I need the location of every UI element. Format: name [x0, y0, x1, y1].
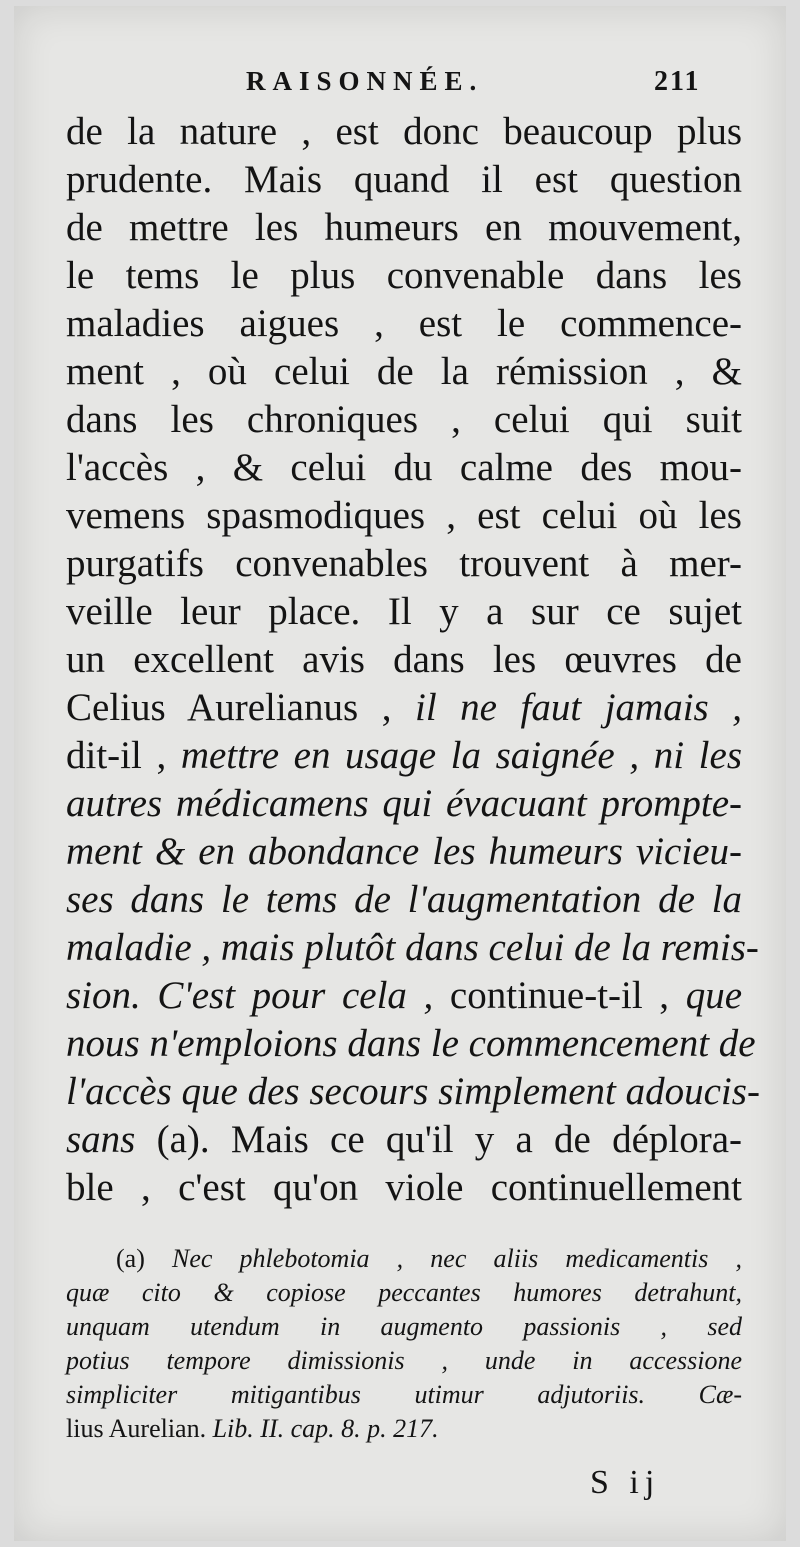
footnote-line: simpliciter mitigantibus utimur adjutoriis. Cæ- [66, 1380, 742, 1409]
footnote-line: quæ cito & copiose peccantes humores detrahunt, [66, 1278, 742, 1307]
text-line: un excellent avis dans les œuvres de [66, 638, 742, 681]
footnote-mark: (a) [116, 1244, 145, 1273]
footnote-line: potius tempore dimissionis , unde in accessione [66, 1346, 742, 1375]
text-line: purgatifs convenables trouvent à mer- [66, 542, 742, 585]
book-page [14, 6, 786, 1541]
text-roman: Celius Aurelianus , [66, 686, 392, 729]
text-line: vemens spasmodiques , est celui où les [66, 494, 742, 537]
text-line [66, 972, 742, 1020]
text-roman: continue-t-il , [449, 974, 670, 1017]
quote-italic: sion. C'est pour cela , [66, 974, 434, 1017]
running-head: RAISONNÉE. [246, 66, 484, 96]
quote-italic: mettre en usage la saignée , ni les [180, 734, 743, 777]
quote-italic: sans [66, 1118, 136, 1161]
quote-line: autres médicamens qui évacuant prompte- [66, 782, 742, 825]
main-text [66, 108, 760, 1212]
text-line: prudente. Mais quand il est question [66, 158, 742, 201]
page-header [14, 66, 786, 106]
footnote-text: Nec phlebotomia , nec aliis medicamentis , [172, 1244, 743, 1273]
quote-line: ment & en abondance les humeurs vicieu- [66, 830, 742, 873]
page-number: 211 [654, 66, 701, 97]
footnote-line: unquam utendum in augmento passionis , sed [66, 1312, 742, 1341]
signature-mark: S ij [590, 1464, 661, 1501]
text-roman: dit-il , [66, 734, 167, 777]
quote-italic: il ne faut jamais , [414, 686, 743, 729]
text-line: de la nature , est donc beaucoup plus [66, 110, 742, 153]
text-line: veille leur place. Il y a sur ce sujet [66, 590, 742, 633]
text-line [66, 684, 742, 732]
quote-italic: que [685, 974, 742, 1017]
text-line [66, 1116, 742, 1164]
text-line: dans les chroniques , celui qui suit [66, 398, 742, 441]
footnote-line [66, 1412, 742, 1446]
text-line: ment , où celui de la rémission , & [66, 350, 742, 393]
text-line [66, 732, 742, 780]
text-roman: (a). Mais ce qu'il y a de déplora- [156, 1118, 742, 1161]
footnote-line [66, 1242, 742, 1276]
text-line: de mettre les humeurs en mouvement, [66, 206, 742, 249]
footnote-author: lius Aurelian. [66, 1414, 207, 1443]
quote-line: ses dans le tems de l'augmentation de la [66, 878, 742, 921]
text-line: l'accès , & celui du calme des mou- [66, 446, 742, 489]
quote-line: nous n'emploions dans le commencement de [66, 1022, 756, 1065]
quote-line: l'accès que des secours simplement adoucis- [66, 1070, 760, 1113]
footnote [66, 1242, 742, 1446]
text-line: maladies aigues , est le commence- [66, 302, 742, 345]
quote-line: maladie , mais plutôt dans celui de la remis- [66, 926, 759, 969]
text-line: ble , c'est qu'on viole continuellement [66, 1166, 742, 1209]
text-line: le tems le plus convenable dans les [66, 254, 742, 297]
footnote-citation: Lib. II. cap. 8. p. 217. [212, 1414, 439, 1443]
